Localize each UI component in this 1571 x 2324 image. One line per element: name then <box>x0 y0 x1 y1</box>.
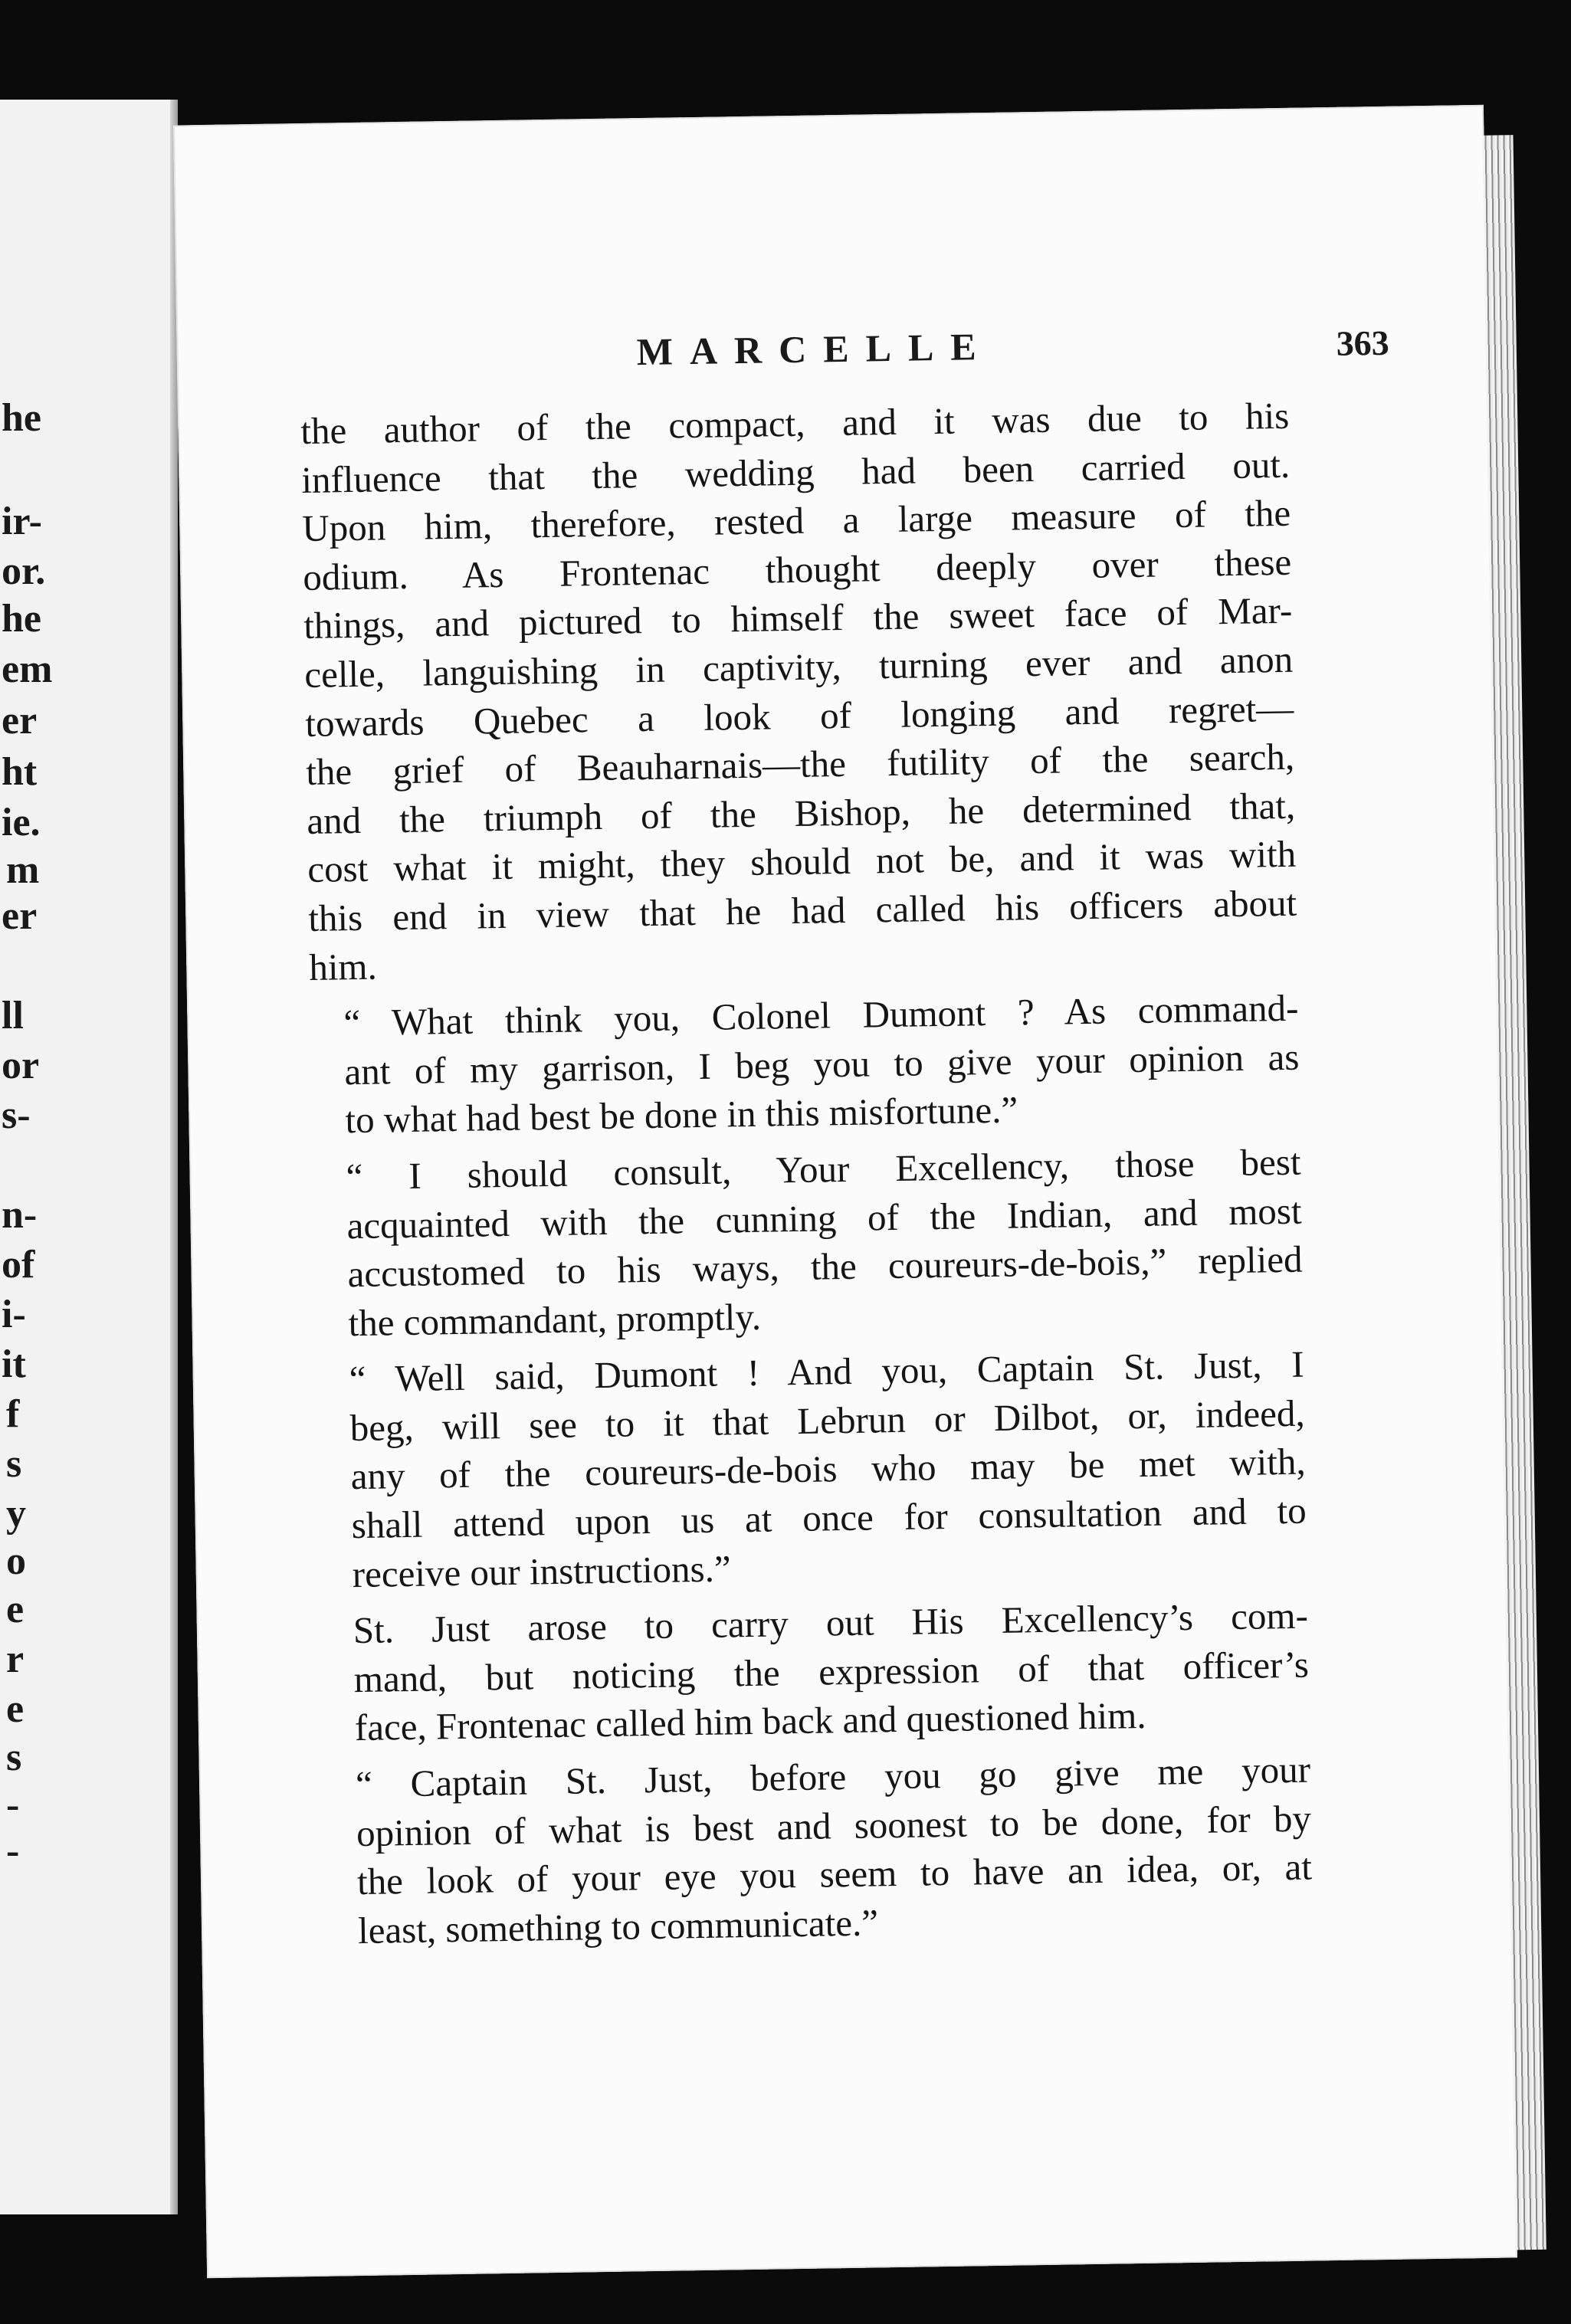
paragraph <box>300 392 1298 992</box>
left-facing-page <box>0 100 178 2214</box>
left-page-fragment: s <box>6 1442 22 1486</box>
text-line: cost what it might, they should not be, and it was with <box>307 833 1297 891</box>
left-page-fragment: he <box>2 597 41 641</box>
left-page-fragment: er <box>2 699 38 742</box>
text-line: acquainted with the cunning of the Indian, and most <box>346 1189 1302 1247</box>
left-page-fragment: s <box>6 1736 22 1779</box>
left-page-fragment: n- <box>2 1193 38 1237</box>
left-page-fragment: o <box>6 1539 26 1583</box>
text-line: receive our instructions.” <box>352 1547 732 1595</box>
text-line: opinion of what is best and soonest to be done, for by <box>356 1797 1312 1854</box>
left-page-fragment: - <box>6 1783 20 1827</box>
text-line: “ Well said, Dumont ! And you, Captain St. Just, I <box>349 1342 1305 1401</box>
left-page-fragment: or. <box>2 549 46 593</box>
text-line: mand, but noticing the expression of that officer’s <box>353 1643 1310 1700</box>
text-line: any of the coureurs-de-bois who may be met with, <box>350 1441 1307 1498</box>
left-page-fragment: ir- <box>2 500 42 543</box>
left-page-fragment: f <box>6 1392 20 1436</box>
text-line: least, something to communicate.” <box>357 1901 879 1952</box>
page-number: 363 <box>1336 323 1390 363</box>
left-page-fragment: he <box>2 396 41 440</box>
text-line: “ Captain St. Just, before you go give me your <box>355 1748 1311 1806</box>
left-page-fragment: - <box>6 1829 20 1873</box>
left-page-fragment: ll <box>2 994 24 1037</box>
left-page-fragment: m <box>6 848 40 892</box>
text-line: this end in view that he had called his officers about <box>307 881 1297 939</box>
paragraph <box>312 1138 1304 1349</box>
left-page-fragment: r <box>6 1637 25 1681</box>
left-page-fragment: or <box>2 1044 40 1087</box>
left-page-fragment: it <box>2 1342 26 1386</box>
text-line: ant of my garrison, I beg you to give your opinion as <box>344 1035 1300 1093</box>
text-line: Upon him, therefore, rested a large measure of the <box>301 491 1291 550</box>
text-line: him. <box>308 945 378 988</box>
text-line: things, and pictured to himself the sweet face of Mar- <box>303 589 1293 647</box>
book-page <box>173 105 1517 2279</box>
left-page-fragment: i- <box>2 1293 26 1336</box>
text-line: beg, will see to it that Lebrun or Dilbot, or, indeed, <box>349 1391 1306 1450</box>
text-line: odium. As Frontenac thought deeply over these <box>302 540 1292 598</box>
left-page-fragment: e <box>6 1687 25 1731</box>
paragraph <box>322 1745 1314 1956</box>
body-text <box>300 392 1314 1955</box>
text-line: and the triumph of the Bishop, he determined that, <box>306 784 1296 842</box>
text-line: towards Quebec a look of longing and regret— <box>304 687 1294 745</box>
page-edges <box>1482 135 1546 2250</box>
text-line: the author of the compact, and it was due to his <box>300 394 1290 453</box>
text-line: “ I should consult, Your Excellency, those best <box>346 1140 1301 1198</box>
text-line: the look of your eye you seem to have an idea, or, at <box>356 1845 1313 1903</box>
left-page-fragment: em <box>2 647 53 691</box>
paragraph <box>315 1340 1307 1599</box>
text-line: St. Just arose to carry out His Excellency’s com- <box>353 1594 1309 1652</box>
text-line: face, Frontenac called him back and questioned him. <box>354 1694 1146 1749</box>
text-line: accustomed to his ways, the coureurs-de-bois,” replied <box>347 1237 1303 1296</box>
text-line: influence that the wedding had been carried out. <box>300 443 1291 501</box>
text-line: the commandant, promptly. <box>348 1295 762 1344</box>
text-line: to what had best be done in this misfortune.” <box>345 1088 1018 1142</box>
text-line: celle, languishing in captivity, turning ever and anon <box>303 638 1294 696</box>
text-line: “ What think you, Colonel Dumont ? As command- <box>343 986 1299 1044</box>
page-gutter <box>170 100 178 2214</box>
left-page-fragment: e <box>6 1588 25 1631</box>
paragraph <box>319 1591 1310 1753</box>
paragraph <box>310 984 1300 1146</box>
left-page-fragment: ht <box>2 750 38 794</box>
page-header <box>176 316 1487 391</box>
left-page-fragment: ie. <box>2 801 41 844</box>
left-page-fragment: s- <box>2 1093 31 1137</box>
left-page-fragment: y <box>6 1492 26 1536</box>
running-title: MARCELLE <box>636 324 994 374</box>
text-line: shall attend upon us at once for consultation and to <box>351 1489 1307 1547</box>
text-line: the grief of Beauharnais—the futility of the search, <box>305 735 1295 794</box>
left-page-fragment: of <box>2 1243 35 1287</box>
left-page-fragment: er <box>2 894 38 938</box>
